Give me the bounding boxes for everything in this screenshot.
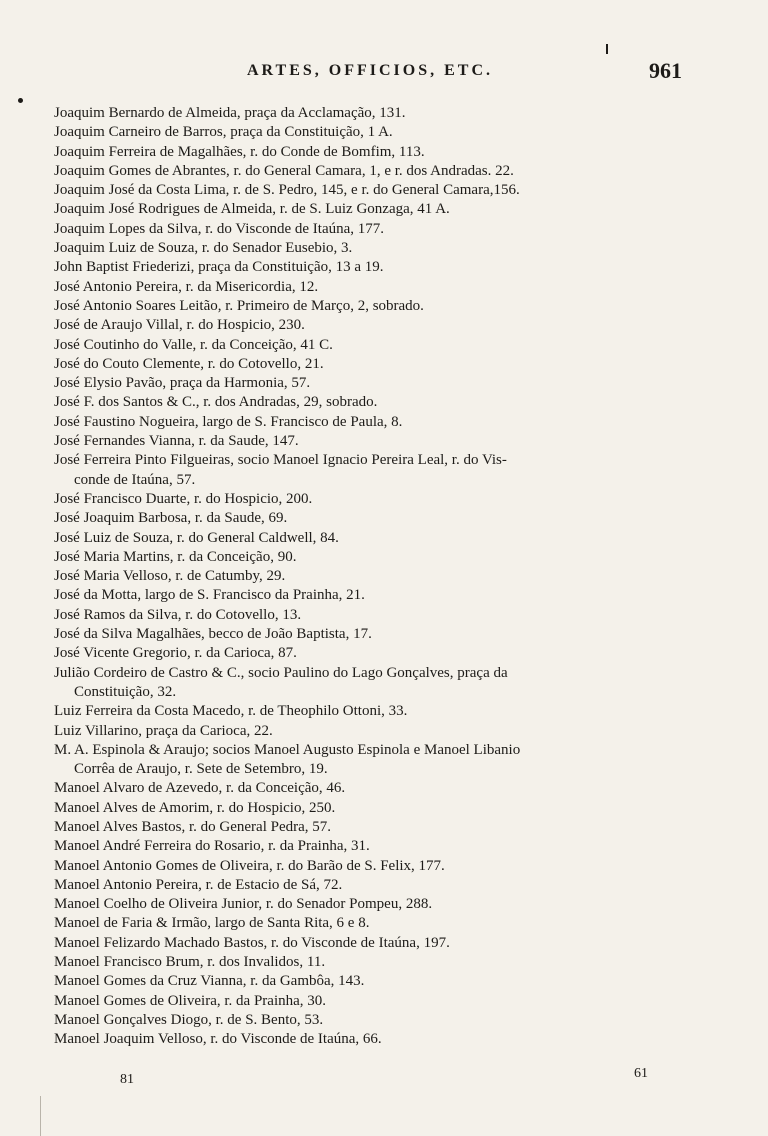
directory-entry: José Ramos da Silva, r. do Cotovello, 13.: [54, 606, 302, 623]
directory-entry: Manoel Antonio Pereira, r. de Estacio de Sá, 72.: [54, 876, 343, 893]
directory-entry: José Vicente Gregorio, r. da Carioca, 87.: [54, 645, 297, 662]
directory-entry: José Faustino Nogueira, largo de S. Francisco de Paula, 8.: [54, 413, 403, 430]
directory-entry: Joaquim Carneiro de Barros, praça da Constituição, 1 A.: [54, 124, 393, 141]
directory-entry: Joaquim Ferreira de Magalhães, r. do Conde de Bomfim, 113.: [54, 143, 425, 160]
directory-entry: Manoel André Ferreira do Rosario, r. da Prainha, 31.: [54, 838, 370, 855]
directory-entry: José Joaquim Barbosa, r. da Saude, 69.: [54, 510, 288, 527]
directory-entry: Joaquim Luiz de Souza, r. do Senador Eusebio, 3.: [54, 240, 353, 257]
directory-entry: José Luiz de Souza, r. do General Caldwell, 84.: [54, 529, 339, 546]
directory-entry: José Maria Velloso, r. de Catumby, 29.: [54, 568, 286, 585]
directory-entry: Joaquim Bernardo de Almeida, praça da Acclamação, 131.: [54, 105, 406, 121]
directory-entry: José Antonio Pereira, r. da Misericordia, 12.: [54, 278, 319, 295]
directory-entry: José da Motta, largo de S. Francisco da Prainha, 21.: [54, 587, 365, 604]
directory-entry: José do Couto Clemente, r. do Cotovello, 21.: [54, 355, 324, 372]
directory-entry: Joaquim Lopes da Silva, r. do Visconde de Itaúna, 177.: [54, 220, 385, 237]
directory-entry: Manoel Antonio Gomes de Oliveira, r. do Barão de S. Felix, 177.: [54, 857, 445, 874]
directory-entry: José Antonio Soares Leitão, r. Primeiro de Março, 2, sobrado.: [54, 297, 424, 314]
directory-entry: Manoel Gomes de Oliveira, r. da Prainha, 30.: [54, 992, 327, 1009]
page-number: 961: [649, 58, 682, 83]
running-header: ARTES, OFFICIOS, ETC.: [246, 62, 494, 79]
directory-entry-continuation: Corrêa de Araujo, r. Sete de Setembro, 19.: [74, 761, 328, 778]
directory-entry: Manoel Coelho de Oliveira Junior, r. do Senador Pompeu, 288.: [54, 896, 433, 913]
directory-entry: Luiz Villarino, praça da Carioca, 22.: [54, 722, 273, 739]
directory-entry: Manoel Alves de Amorim, r. do Hospicio, 250.: [54, 799, 336, 816]
directory-entry: José Ferreira Pinto Filgueiras, socio Manoel Ignacio Pereira Leal, r. do Vis-: [54, 452, 507, 469]
directory-entry: M. A. Espinola & Araujo; socios Manoel Augusto Espinola e Manoel Libanio: [54, 741, 521, 758]
directory-entry: Manoel Francisco Brum, r. dos Invalidos, 11.: [54, 954, 326, 971]
entry-list: [54, 104, 694, 1050]
sheet-mark: 61: [634, 1066, 648, 1081]
directory-entry: Joaquim Gomes de Abrantes, r. do General Camara, 1, e r. dos Andradas. 22.: [54, 162, 514, 179]
directory-entry: José Elysio Pavão, praça da Harmonia, 57.: [54, 375, 311, 392]
directory-entry: Luiz Ferreira da Costa Macedo, r. de Theophilo Ottoni, 33.: [54, 703, 408, 720]
directory-entry: Manoel Gomes da Cruz Vianna, r. da Gambôa, 143.: [54, 973, 365, 990]
directory-entry: José da Silva Magalhães, becco de João Baptista, 17.: [54, 626, 372, 643]
directory-entry: Manoel Alvaro de Azevedo, r. da Conceição, 46.: [54, 780, 346, 797]
directory-entry: Manoel Joaquim Velloso, r. do Visconde de Itaúna, 66.: [54, 1031, 382, 1048]
directory-entry: Manoel Alves Bastos, r. do General Pedra, 57.: [54, 818, 332, 835]
directory-entry: Joaquim José da Costa Lima, r. de S. Pedro, 145, e r. do General Camara,156.: [54, 182, 520, 199]
directory-entry-continuation: Constituição, 32.: [74, 683, 177, 700]
directory-entry: John Baptist Friederizi, praça da Constituição, 13 a 19.: [54, 259, 384, 276]
directory-entry-continuation: conde de Itaúna, 57.: [74, 471, 196, 488]
directory-entry: Manoel de Faria & Irmão, largo de Santa Rita, 6 e 8.: [54, 915, 370, 932]
directory-entry: José Maria Martins, r. da Conceição, 90.: [54, 548, 297, 565]
directory-entry: José Coutinho do Valle, r. da Conceição, 41 C.: [54, 336, 333, 353]
directory-entry: Manoel Gonçalves Diogo, r. de S. Bento, 53.: [54, 1011, 324, 1028]
margin-rule: [40, 1096, 41, 1136]
directory-entry: Joaquim José Rodrigues de Almeida, r. de S. Luiz Gonzaga, 41 A.: [54, 201, 450, 218]
signature-mark: 81: [120, 1072, 134, 1087]
directory-entry: José Fernandes Vianna, r. da Saude, 147.: [54, 433, 299, 450]
directory-entry: José F. dos Santos & C., r. dos Andradas, 29, sobrado.: [54, 394, 378, 411]
margin-dot: [18, 98, 23, 103]
directory-entry: Manoel Felizardo Machado Bastos, r. do Visconde de Itaúna, 197.: [54, 934, 450, 951]
directory-entry: Julião Cordeiro de Castro & C., socio Paulino do Lago Gonçalves, praça da: [54, 664, 508, 681]
directory-entry: José de Araujo Villal, r. do Hospicio, 230.: [54, 317, 305, 334]
directory-entry: José Francisco Duarte, r. do Hospicio, 200.: [54, 490, 313, 507]
margin-tick: [606, 44, 608, 54]
